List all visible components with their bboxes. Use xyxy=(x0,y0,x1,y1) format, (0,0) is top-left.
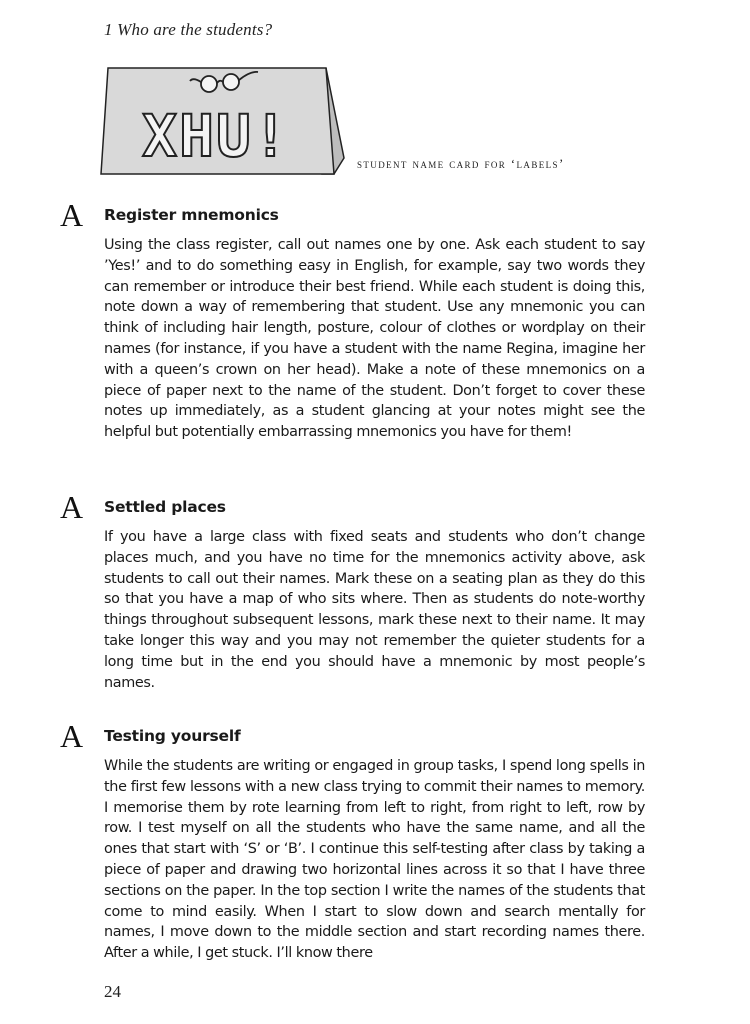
section-register-mnemonics xyxy=(60,197,645,443)
page-number: 24 xyxy=(104,982,121,1001)
section-marker: A xyxy=(60,197,84,233)
section-heading: Register mnemonics xyxy=(104,206,279,224)
section-heading: Testing yourself xyxy=(104,727,241,745)
section-marker: A xyxy=(60,718,84,754)
running-head: 1 Who are the students? xyxy=(104,20,273,39)
section-testing-yourself xyxy=(60,718,645,964)
section-body: If you have a large class with fixed seats and students who don’t change places much, and you have no time for the mnemonics activity above, ask students to call out their names. Mark these on a seating plan as they do this so that you have a map of who sits where. Then as students do note-worthy things throughout subsequent lessons, mark these next to their name. It may take longer this way and you may not remember the quieter students for a long time but in the end you should have a mnemonic by most people’s names. xyxy=(104,529,645,691)
section-body: While the students are writing or engaged in group tasks, I spend long spells in the first few lessons with a new class trying to commit their names to memory. I memorise them by rote learning from left to right, from right to left, row by row. I test myself on all the students who have the same name, and all the ones that start with ‘S’ or ‘B’. I continue this self-testing after class by taking a piece of paper and drawing two horizontal lines across it so that I have three sections on the paper. In the top section I write the names of the students that come to mind easily. When I start to slow down and search mentally for names, I move down to the middle section and start recording names there. After a while, I get stuck. I’ll know there xyxy=(104,758,645,962)
name-card-illustration xyxy=(98,62,348,178)
section-marker: A xyxy=(60,489,84,525)
section-settled-places xyxy=(60,489,645,693)
card-lettering: XHU! xyxy=(142,102,290,170)
section-body: Using the class register, call out names one by one. Ask each student to say ’Yes!’ and to do something easy in English, for example, say two words they can remember or introduce their best friend. While each student is doing this, note down a way of remembering that student. Use any mnemonic you can think of including hair length, posture, colour of clothes or wordplay on their names (for instance, if you have a student with the name Regina, imagine her with a queen’s crown on her head). Make a note of these mnemonics on a piece of paper next to the name of the student. Don’t forget to cover these notes up immediately, as a student glancing at your notes might see the helpful but potentially embarrassing mnemonics you have for them! xyxy=(104,237,645,441)
section-heading: Settled places xyxy=(104,498,226,516)
figure-caption: student name card for ‘labels’ xyxy=(357,156,565,171)
